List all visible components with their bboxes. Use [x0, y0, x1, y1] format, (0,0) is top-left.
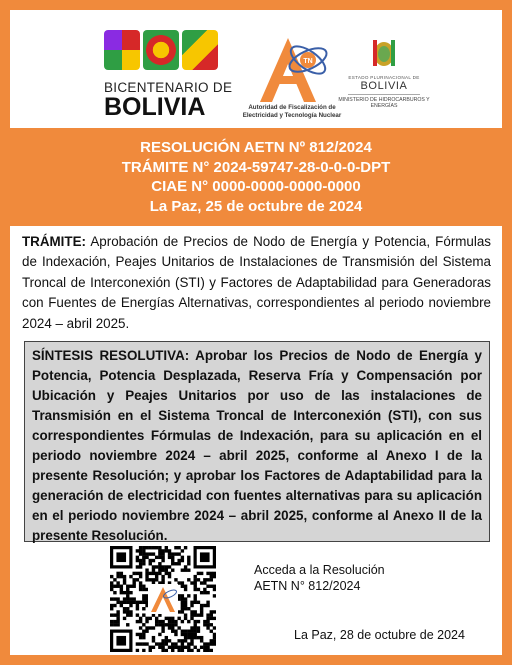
qr-aetn-logo	[148, 584, 178, 614]
sintesis-box	[24, 341, 490, 542]
logos-row	[10, 10, 502, 128]
bicentenario-emblems	[104, 30, 222, 74]
coat-of-arms-icon	[371, 38, 397, 68]
header-band	[10, 128, 502, 226]
emblem-icon	[143, 30, 179, 70]
bicentenario-line1: BICENTENARIO DE	[104, 80, 233, 95]
ministry-name: MINISTERIO DE HIDROCARBUROS Y ENERGÍAS	[338, 97, 430, 109]
access-line2: AETN N° 812/2024	[254, 578, 361, 593]
svg-text:TN: TN	[303, 58, 313, 65]
emblem-icon	[104, 30, 140, 70]
resolution-number: RESOLUCIÓN AETN Nº 812/2024	[140, 139, 372, 156]
sintesis-label: SÍNTESIS RESOLUTIVA:	[32, 348, 190, 363]
estado-small-text: ESTADO PLURINACIONAL DE	[348, 75, 420, 80]
resolution-date: La Paz, 25 de octubre de 2024	[149, 197, 363, 215]
aetn-mini-icon	[148, 584, 178, 614]
emblem-icon	[182, 30, 218, 70]
tramite-section	[22, 232, 491, 334]
ciae-number: CIAE N° 0000-0000-0000-0000	[151, 178, 361, 195]
resolution-card	[10, 10, 502, 655]
tramite-label: TRÁMITE:	[22, 234, 86, 249]
aetn-logo	[232, 34, 342, 124]
aetn-caption: Autoridad de Fiscalización de Electricidad y Tecnología Nuclear	[242, 104, 342, 119]
access-note	[254, 563, 385, 594]
bicentenario-logo	[104, 30, 233, 121]
bicentenario-line2: BOLIVIA	[104, 93, 206, 121]
qr-code[interactable]	[110, 546, 216, 652]
aetn-emblem-icon	[250, 34, 332, 104]
estado-logo	[336, 38, 432, 122]
tramite-number: TRÁMITE N° 2024-59747-28-0-0-0-DPT	[121, 158, 391, 176]
access-line1: Acceda a la Resolución	[254, 563, 385, 577]
sintesis-text: Aprobar los Precios de Nodo de Energía y Potencia, Potencia Desplazada, Reserva Fría y Compensación por Ubicación y Peajes Unitarios por uso de las instalaciones de Transmisión en el Sistema Troncal de Interconexión (STI), con sus correspondientes Fórmulas de Indexación, para su aplicación en el periodo noviembre 2024 – abril 2025, conforme al Anexo I de la presente Resolución; y aprobar los Factores de Adaptabilidad para la generación de electricidad con fuentes alternativas para su aplicación en el periodo noviembre 2024 – abril 2025, conforme al Anexo II de la presente Resolución.	[32, 348, 482, 543]
footer-date: La Paz, 28 de octubre de 2024	[294, 628, 465, 642]
estado-country: BOLIVIA	[360, 80, 408, 92]
tramite-text: Aprobación de Precios de Nodo de Energía y Potencia, Fórmulas de Indexación, Peajes Unitarios de Instalaciones de Transmisión del Sistema Troncal de Interconexión (STI) y Factores de Adaptabilidad para Generadoras con Fuentes de Energías Alternativas, correspondientes al periodo noviembre 2024 – abril 2025.	[22, 234, 491, 331]
divider	[348, 94, 420, 95]
